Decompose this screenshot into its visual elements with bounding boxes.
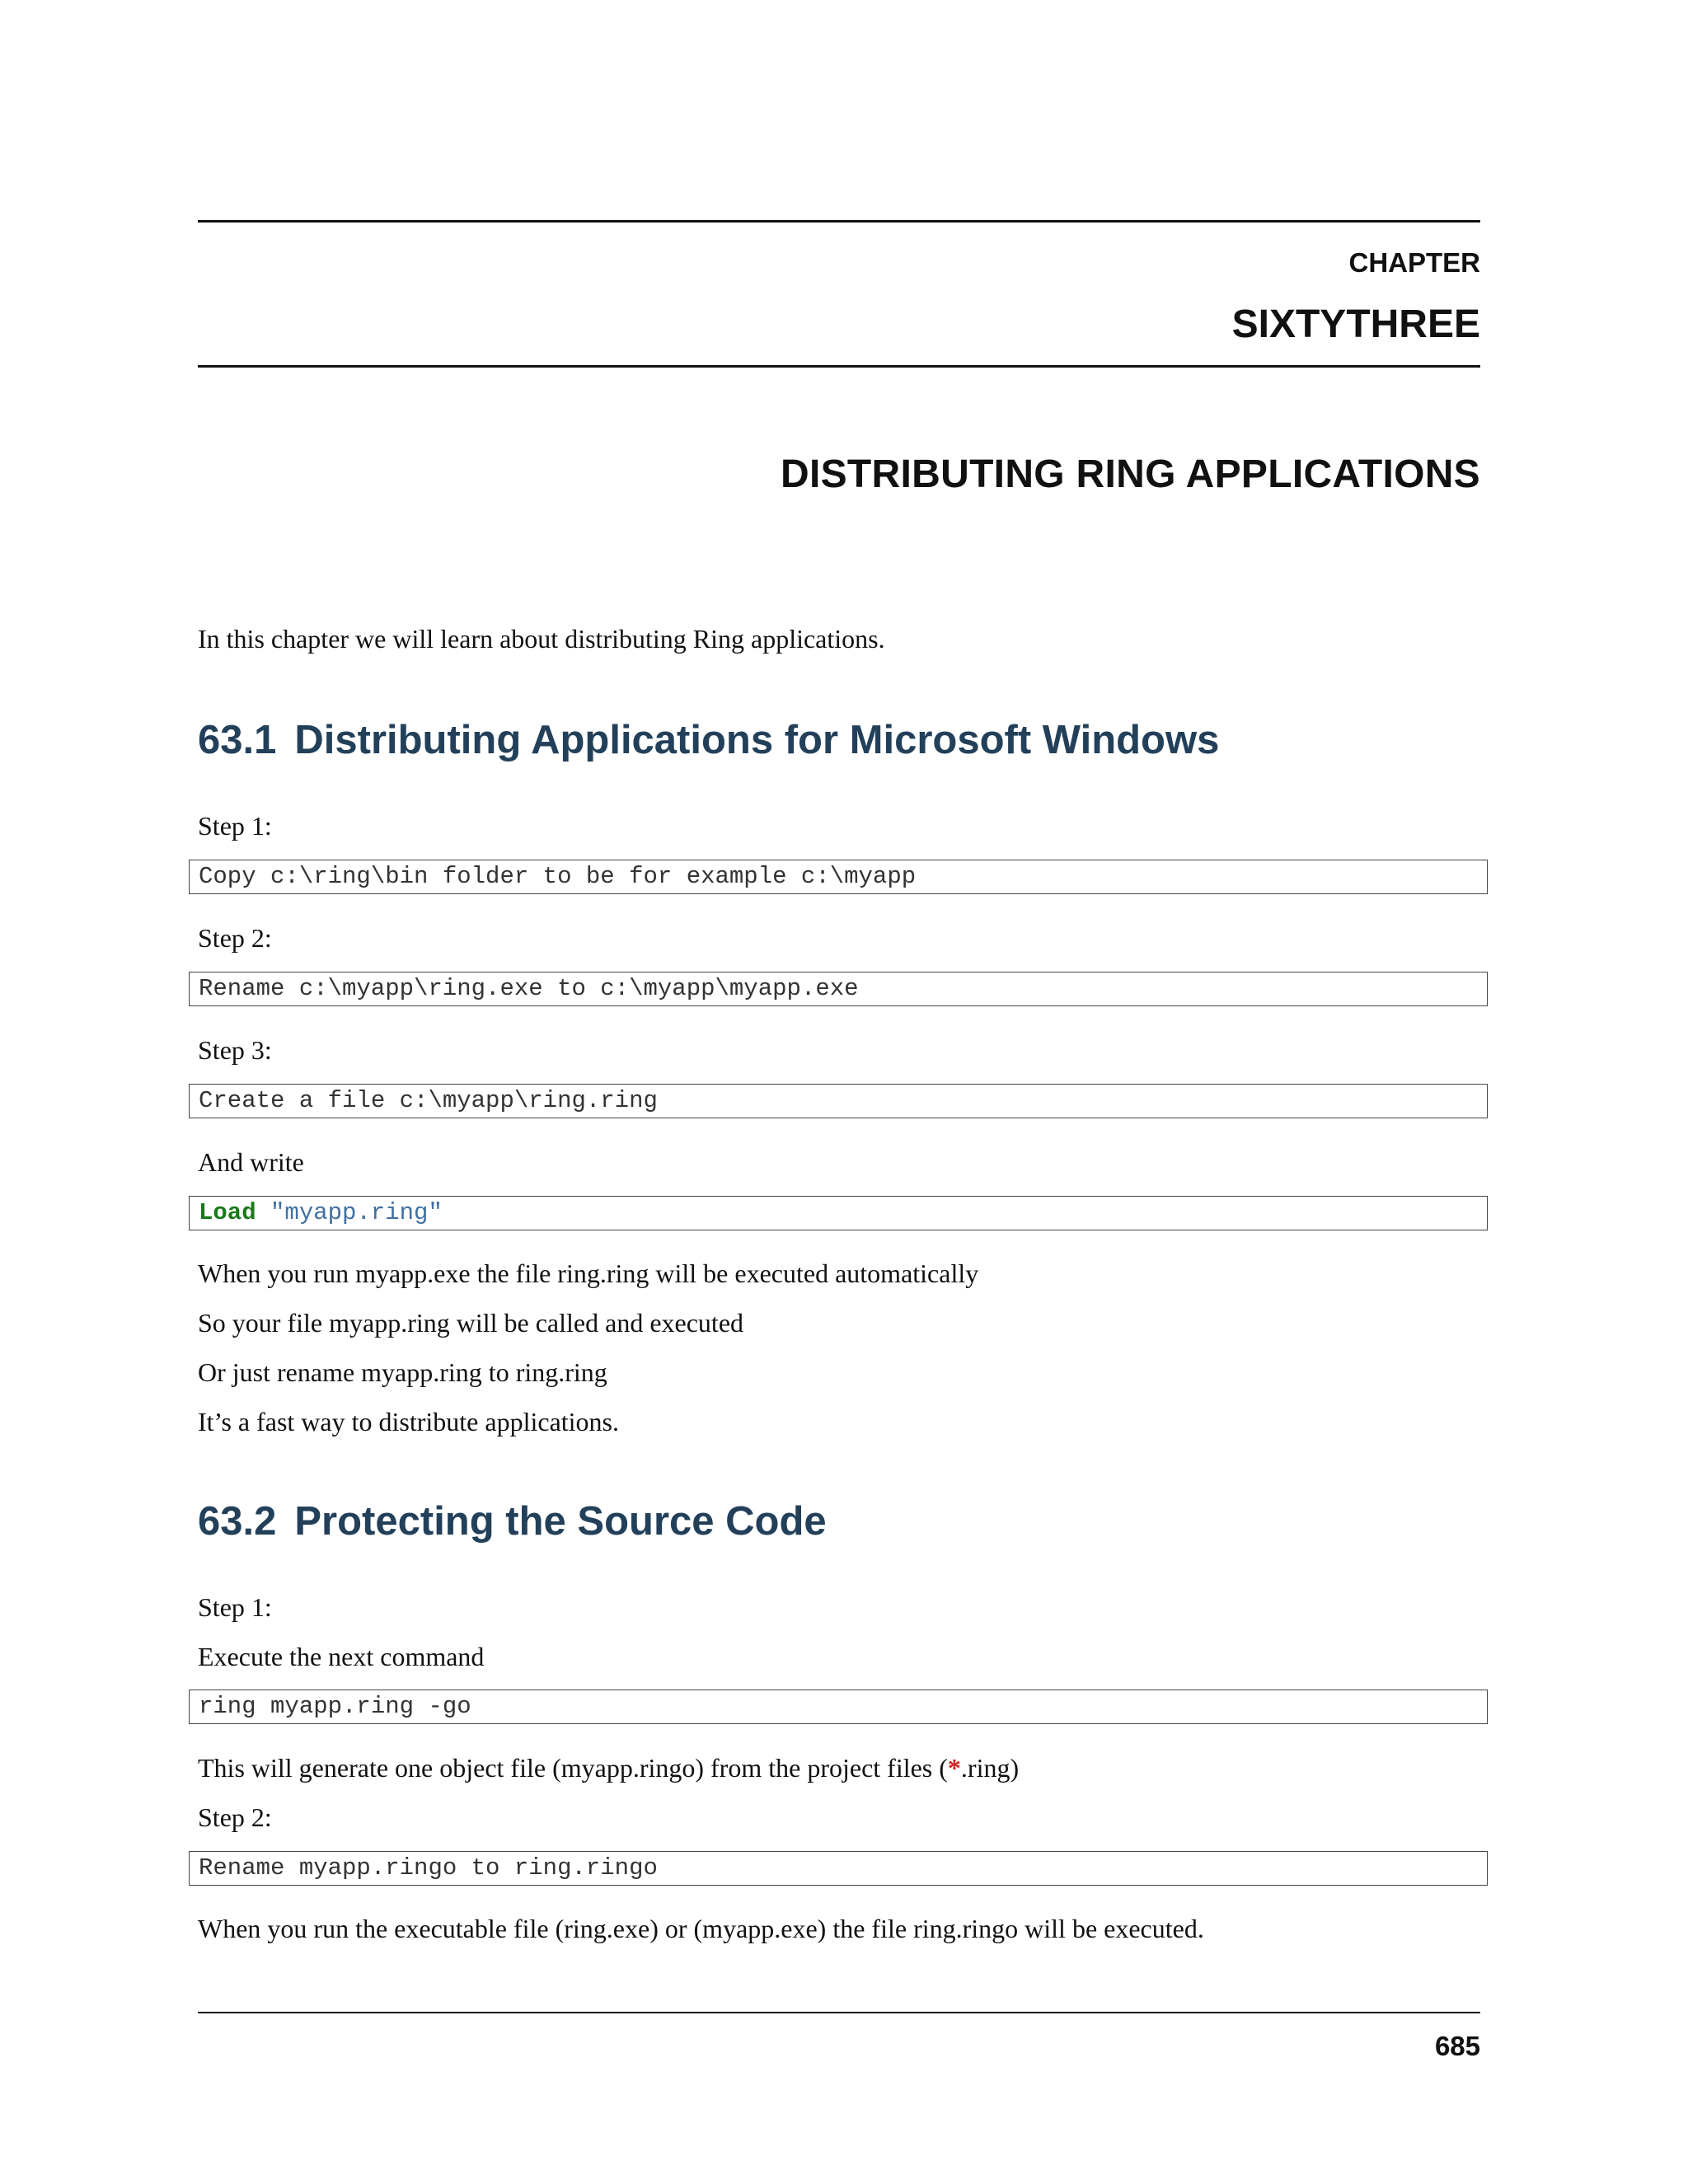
paragraph: When you run myapp.exe the file ring.ring will be executed automatically	[198, 1258, 979, 1288]
code-block: Rename myapp.ringo to ring.ringo	[189, 1851, 1488, 1886]
section-heading-63-2	[198, 1498, 827, 1544]
chapter-label: CHAPTER	[1348, 247, 1480, 278]
section-heading-63-1	[198, 717, 1219, 763]
code-block: Rename c:\myapp\ring.exe to c:\myapp\myapp.exe	[189, 972, 1488, 1006]
code-block: Create a file c:\myapp\ring.ring	[189, 1084, 1488, 1118]
step-label: Step 2:	[198, 923, 272, 953]
code-string: "myapp.ring"	[270, 1199, 443, 1226]
top-rule	[198, 220, 1480, 223]
section-number: 63.2	[198, 1499, 277, 1544]
header-bottom-rule	[198, 365, 1480, 368]
paragraph: It’s a fast way to distribute applications.	[198, 1407, 619, 1436]
asterisk: *	[947, 1753, 961, 1783]
code-block	[189, 1196, 1488, 1230]
step-label: Step 3:	[198, 1035, 272, 1065]
step-label: Step 1:	[198, 811, 272, 841]
code-block: Copy c:\ring\bin folder to be for example c:\myapp	[189, 860, 1488, 894]
paragraph: Or just rename myapp.ring to ring.ring	[198, 1357, 607, 1387]
paragraph: This will generate one object file (myapp.ringo) from the project files (*.ring)	[198, 1753, 1020, 1783]
paragraph: When you run the executable file (ring.exe) or (myapp.exe) the file ring.ringo will be executed.	[198, 1914, 1204, 1943]
code-keyword: Load	[199, 1199, 256, 1226]
and-write-text: And write	[198, 1147, 304, 1177]
section-title: Distributing Applications for Microsoft Windows	[294, 718, 1220, 762]
section-number: 63.1	[198, 718, 277, 762]
code-block: ring myapp.ring -go	[189, 1690, 1488, 1724]
intro-paragraph: In this chapter we will learn about distributing Ring applications.	[198, 624, 885, 654]
step-label: Step 1:	[198, 1592, 272, 1622]
chapter-number: SIXTYTHREE	[1231, 302, 1480, 346]
section-title: Protecting the Source Code	[294, 1499, 827, 1544]
chapter-title: DISTRIBUTING RING APPLICATIONS	[781, 452, 1480, 496]
paragraph: So your file myapp.ring will be called and executed	[198, 1308, 744, 1338]
footer-rule	[198, 2012, 1480, 2013]
page-number: 685	[1434, 2031, 1480, 2061]
step-label: Step 2:	[198, 1802, 272, 1832]
paragraph: Execute the next command	[198, 1642, 485, 1671]
